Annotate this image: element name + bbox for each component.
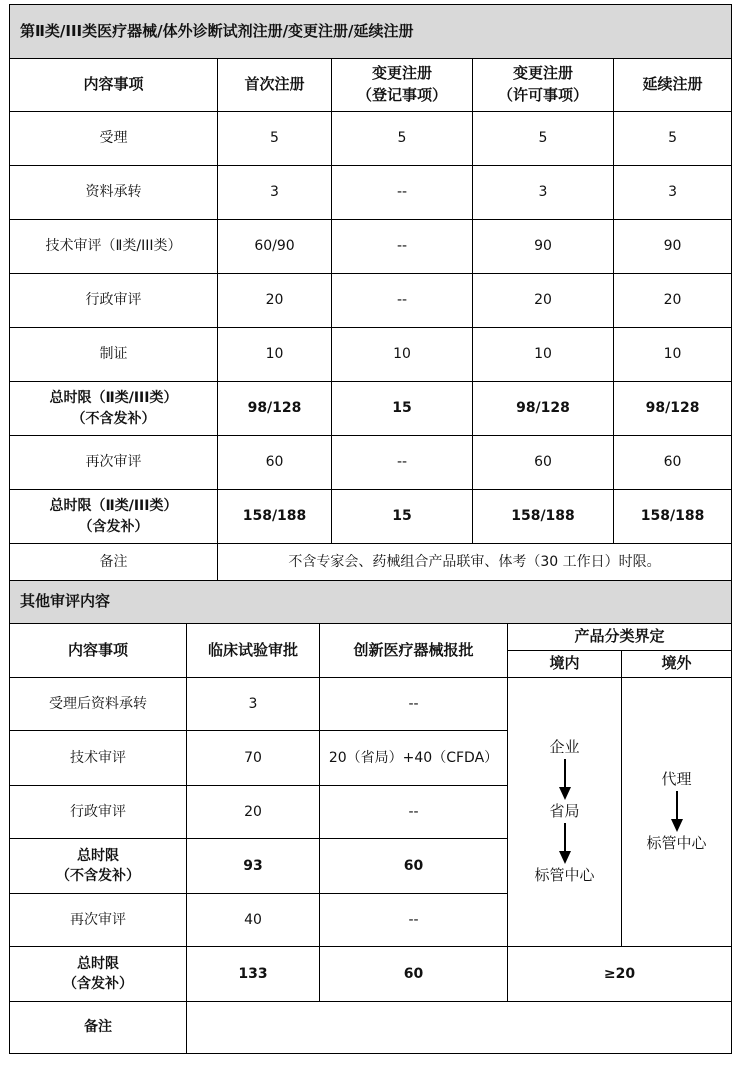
header-change-license: 变更注册 （许可事项） (473, 59, 614, 112)
cell-value: 5 (473, 112, 614, 166)
table-row (10, 220, 732, 274)
cell-value: -- (332, 436, 473, 490)
cell-value: ≥20 (508, 947, 732, 1002)
cell-value: 133 (187, 947, 320, 1002)
cell-value: 20 (187, 786, 320, 839)
cell-value: 10 (473, 328, 614, 382)
cell-value: 3 (218, 166, 332, 220)
cell-value: -- (332, 166, 473, 220)
flow-step-standards-center: 标管中心 (534, 865, 595, 884)
arrow-down-icon (558, 823, 572, 865)
row-label: 制证 (10, 328, 218, 382)
cell-value: 40 (187, 894, 320, 947)
table-row (10, 678, 732, 731)
cell-value: 60 (614, 436, 732, 490)
other-review-table (9, 580, 732, 1054)
total-row-including-supplement (10, 947, 732, 1002)
cell-value: -- (320, 894, 508, 947)
header-clinical-trial: 临床试验审批 (187, 624, 320, 678)
cell-value: 15 (332, 382, 473, 436)
flow-step-standards-center: 标管中心 (646, 834, 707, 852)
row-label: 总时限（Ⅱ类/III类） （不含发补） (10, 382, 218, 436)
cell-value: 15 (332, 490, 473, 544)
header-row (10, 59, 732, 112)
row-label: 行政审评 (10, 274, 218, 328)
note-label: 备注 (10, 1002, 187, 1054)
arrow-down-icon (670, 791, 684, 833)
row-label: 总时限 （含发补） (10, 947, 187, 1002)
cell-value: 3 (614, 166, 732, 220)
cell-value: 90 (473, 220, 614, 274)
row-label: 技术审评 (10, 731, 187, 786)
table-row (10, 112, 732, 166)
cell-value: 93 (187, 839, 320, 894)
cell-value: 3 (473, 166, 614, 220)
registration-time-limit-table (9, 4, 732, 582)
row-label: 再次审评 (10, 894, 187, 947)
note-label: 备注 (10, 544, 218, 582)
overseas-flow (624, 769, 729, 855)
cell-value: 10 (218, 328, 332, 382)
row-label: 总时限 （不含发补） (10, 839, 187, 894)
cell-value: 60 (473, 436, 614, 490)
cell-value: 5 (218, 112, 332, 166)
total-row-including-supplement (10, 490, 732, 544)
cell-value: 60 (320, 947, 508, 1002)
section-title-registration: 第Ⅱ类/III类医疗器械/体外诊断试剂注册/变更注册/延续注册 (10, 5, 732, 59)
header-first-registration: 首次注册 (218, 59, 332, 112)
table-row (10, 274, 732, 328)
table-row (10, 166, 732, 220)
overseas-flow-cell (622, 678, 732, 947)
arrow-down-icon (558, 759, 572, 801)
cell-value: 20（省局）+40（CFDA） (320, 731, 508, 786)
cell-value: 20 (614, 274, 732, 328)
cell-value: 158/188 (614, 490, 732, 544)
total-row-excluding-supplement (10, 382, 732, 436)
cell-value: -- (332, 274, 473, 328)
row-label: 受理 (10, 112, 218, 166)
cell-value: 10 (614, 328, 732, 382)
header-change-registration: 变更注册 （登记事项） (332, 59, 473, 112)
row-label: 受理后资料承转 (10, 678, 187, 731)
cell-value: 5 (614, 112, 732, 166)
cell-value: 90 (614, 220, 732, 274)
cell-value: 60 (320, 839, 508, 894)
cell-value: 158/188 (218, 490, 332, 544)
cell-value: 3 (187, 678, 320, 731)
note-row (10, 544, 732, 582)
domestic-flow-cell (508, 678, 622, 947)
cell-value: -- (320, 786, 508, 839)
cell-value: 20 (473, 274, 614, 328)
domestic-flow (510, 737, 619, 886)
cell-value: -- (320, 678, 508, 731)
cell-value: -- (332, 220, 473, 274)
header-row (10, 624, 732, 651)
row-label: 技术审评（Ⅱ类/III类） (10, 220, 218, 274)
header-item: 内容事项 (10, 59, 218, 112)
row-label: 再次审评 (10, 436, 218, 490)
cell-value: 20 (218, 274, 332, 328)
table-row (10, 436, 732, 490)
cell-value: 98/128 (614, 382, 732, 436)
cell-value: 10 (332, 328, 473, 382)
header-renewal: 延续注册 (614, 59, 732, 112)
cell-value: 70 (187, 731, 320, 786)
note-text: 不含专家会、药械组合产品联审、体考（30 工作日）时限。 (218, 544, 732, 582)
cell-value: 5 (332, 112, 473, 166)
section-title-other-review: 其他审评内容 (10, 581, 732, 624)
cell-value: 60/90 (218, 220, 332, 274)
table-row (10, 328, 732, 382)
header-product-classification: 产品分类界定 (508, 624, 732, 651)
header-item: 内容事项 (10, 624, 187, 678)
note-row (10, 1002, 732, 1054)
flow-step-enterprise: 企业 (549, 738, 580, 757)
header-overseas: 境外 (622, 651, 732, 678)
cell-value: 60 (218, 436, 332, 490)
cell-value: 158/188 (473, 490, 614, 544)
note-text (187, 1002, 732, 1054)
flow-step-agent: 代理 (661, 770, 692, 789)
header-innovative-device: 创新医疗器械报批 (320, 624, 508, 678)
cell-value: 98/128 (218, 382, 332, 436)
row-label: 总时限（Ⅱ类/III类） （含发补） (10, 490, 218, 544)
row-label: 行政审评 (10, 786, 187, 839)
flow-step-provincial-bureau: 省局 (549, 802, 580, 821)
cell-value: 98/128 (473, 382, 614, 436)
row-label: 资料承转 (10, 166, 218, 220)
header-domestic: 境内 (508, 651, 622, 678)
